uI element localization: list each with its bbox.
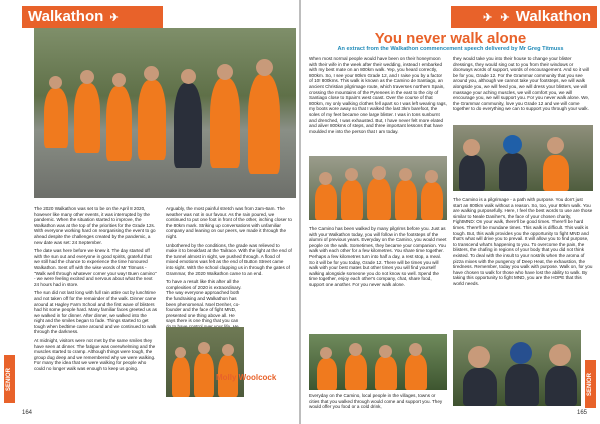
paragraph: Arguably, the most painful stretch was from 2am-6am. The weather was not in our favour. As the rain poured, we continued to put one foot in front of the other, inching closer to the 80km mark. Striking up conversations with unfamiliar company and leaning on our peers, we made it through the night. <box>166 206 292 239</box>
paragraph: At midnight, visitors were not met by the same smiles they have seen at dinner. The fatigue was overwhelming and the muscles started to cramp. Although things were tough, the group dug deep and we remembered why we were walking. For many the idea that we were walking for people who could no longer walk was enough to keep us going. <box>34 338 156 372</box>
bird-icon: ✈ <box>109 12 119 24</box>
left-banner <box>22 6 163 28</box>
group-photo <box>166 327 244 397</box>
group-selfie-photo <box>309 334 447 390</box>
left-column-1 <box>34 206 158 375</box>
right-column-2 <box>453 56 593 115</box>
paragraph: When most normal people would have been on their honeymoon with their wife in the week after their wedding, instead I embarked with my best mate on an 800km walk. Yep, you heard correctly, 800km. So, I see your 80km Grade 12, and I raise you by a factor of 10! 800kms. This walk is known as the Camino de Santiago, an ancient Christian pilgrimage route, which traverses northern Spain, crossing the mountains of the Pyrenees in the east to the city of Santiago close to Spain's west coast. Over the course of that 800km, my only walking clothes fell apart so I was left wearing rags, my boots wore away so that I walked the last 3km barefoot, the soles of my feet became one large blister. I was in tons sunburnt and drenched, I was exhausted. But, I have never felt more elated and alive! 800kms of steps, and three important lessons that have moulded me into the person that I am today. <box>309 56 447 134</box>
right-column-1c <box>309 393 447 413</box>
article-title: You never walk alone <box>374 30 527 47</box>
bird-icon: ✈ <box>482 12 493 24</box>
paragraph: Unbothered by the conditions, the grade was relieved to make it to breakfast at the Tailrace. With the light at the end of the tunnel almost in sight, we pushed through. A flood of mixed emotions was felt as the end of Button Street came into sight. With the school clapping us in through the gates of Grammar, the 2020 Walkathon came to an end. <box>166 242 292 276</box>
right-column-1b <box>309 226 447 291</box>
right-page <box>301 0 600 424</box>
closeup-photo <box>453 125 593 191</box>
right-page-number: 165 <box>577 410 588 416</box>
left-page <box>0 0 299 424</box>
paragraph: The Camino is a pilgrimage - a path with purpose. You don't just start an 800km walk without a reason. So, too, your 80km walk. You are walking purposefully. Here, I feel the best words to use are those similar to Neale Daniher's, the face of your chosen charity, FightMND: On your walk, there'll be good times. There'll be hard times. There'll be mundane times. This walk is difficult. This walk is tough. But, this walk provides you the opportunity to fight MND and that's what will drive you to prevail. It will allow you to find purpose, to transcend what's happening to you. To overcome the pain, the blisters, the chafing in regions of your body that you did not think existed. To deal with the insult to your nostrils when the aroma of pizza mixes with the pungency of Deep Heat, the exhaustion, the tiredness. Remember, today you walk with purpose. Walk on, for you have chosen to walk for those who have lost the ability to walk. By taking this opportunity to fight MND, you are the HOPE that this world needs. <box>453 197 593 286</box>
paragraph: Everyday on the Camino, local people in the villages, towns or cities that you walked through would come and support you. They would offer you food or a cold drink, <box>309 393 443 410</box>
paragraph: The 2020 Walkathon was set to be on the April 8 2020, however like many other events, it was interrupted by the pandemic. When the situation started to improve, the Walkathon was at the top of the priorities for the Grade 12s. With everyone working hard on reorganising the event to go ahead despite the challenges created by the pandemic, a new date was set: 24 September. <box>34 206 156 245</box>
left-page-number: 164 <box>22 410 33 416</box>
left-banner-title: Walkathon <box>28 8 104 25</box>
left-side-tab: SENIOR <box>4 355 15 403</box>
paragraph: To have a result like this after all the complexities of 2020 is extraordinary. The way everyone approached both the fundraising and Walkathon has been phenomenal. Noel Denher, co-founder and the face of fight MND, presented one thing above all. He says there is one thing that you can <box>166 279 242 324</box>
author-signature: Molly Woolcock <box>216 373 277 382</box>
right-banner-title: Walkathon <box>515 8 591 25</box>
paragraph: The Camino has been walked by many pilgrims before you. Just as with your Walkathon today, you will follow in the footsteps of the alumni of previous years. Everyday on the Camino, you would meet people on the walk. Sometimes, they became your companion. You walk with each other for a few kilometres. You share time together. Perhaps a few kilometres turn into half a day, a rest stop, a meal. So it will be for you today, Grade 12. There will be times you will walk with your best mates but other times you will find yourself walking alongside someone you do not know so well. Spend the time together, enjoy each other's company, chat, share food, support one another. For you never walk alone. <box>309 226 447 287</box>
walkers-photo <box>34 28 296 198</box>
paragraph: The sun did not last long with full rain attire out by lunchtime and not taken off for the remainder of the walk. Dinner came around at Hagley Farm School and the first wave of blisters had hit some people hard. Many familiar faces greeted us as we walked in for dinner. After dinner, we walked into the night and the smiles began to fade. Things started to get tough when bedtime came around and we continued to walk through the darkness. <box>34 290 158 335</box>
smiling-walkers-photo <box>453 330 581 406</box>
students-photo <box>309 156 447 220</box>
article-subtitle: An extract from the Walkathon commencement speech delivered by Mr Greg Titmuss <box>337 46 564 52</box>
right-banner <box>451 6 597 28</box>
bird-icon: ✈ <box>500 12 510 24</box>
paragraph: they would take you into their house to change your blister dressings, they would sing out to you from their windows or doorways words of support, words of encouragement. And so it will be for you, Grade 12. For the Grammar community that you see around you, although we cannot take your footsteps, we will walk alongside you, we will feed you, we will dress your blisters, we will massage your aching muscles, we will comfort you, we will encourage you, we will support you. For you never walk alone. We, the Grammar community, love you Grade 12 and we will come together to do everything we can to support you through your walk. <box>453 56 590 112</box>
right-column-2b <box>453 197 593 290</box>
right-side-tab: SENIOR <box>585 360 596 408</box>
right-column-1 <box>309 56 447 137</box>
paragraph: The date was here before we knew it. The day started off with the sun out and everyone in good spirits, grateful that we still had the chance to experience the time honoured Walkathon. Sent off with the wise words of Mr Titmuss - "Walk well through whatever corner your way! Buen camino" - we were feeling excited and nervous about what the next 24 hours had in store. <box>34 248 157 287</box>
